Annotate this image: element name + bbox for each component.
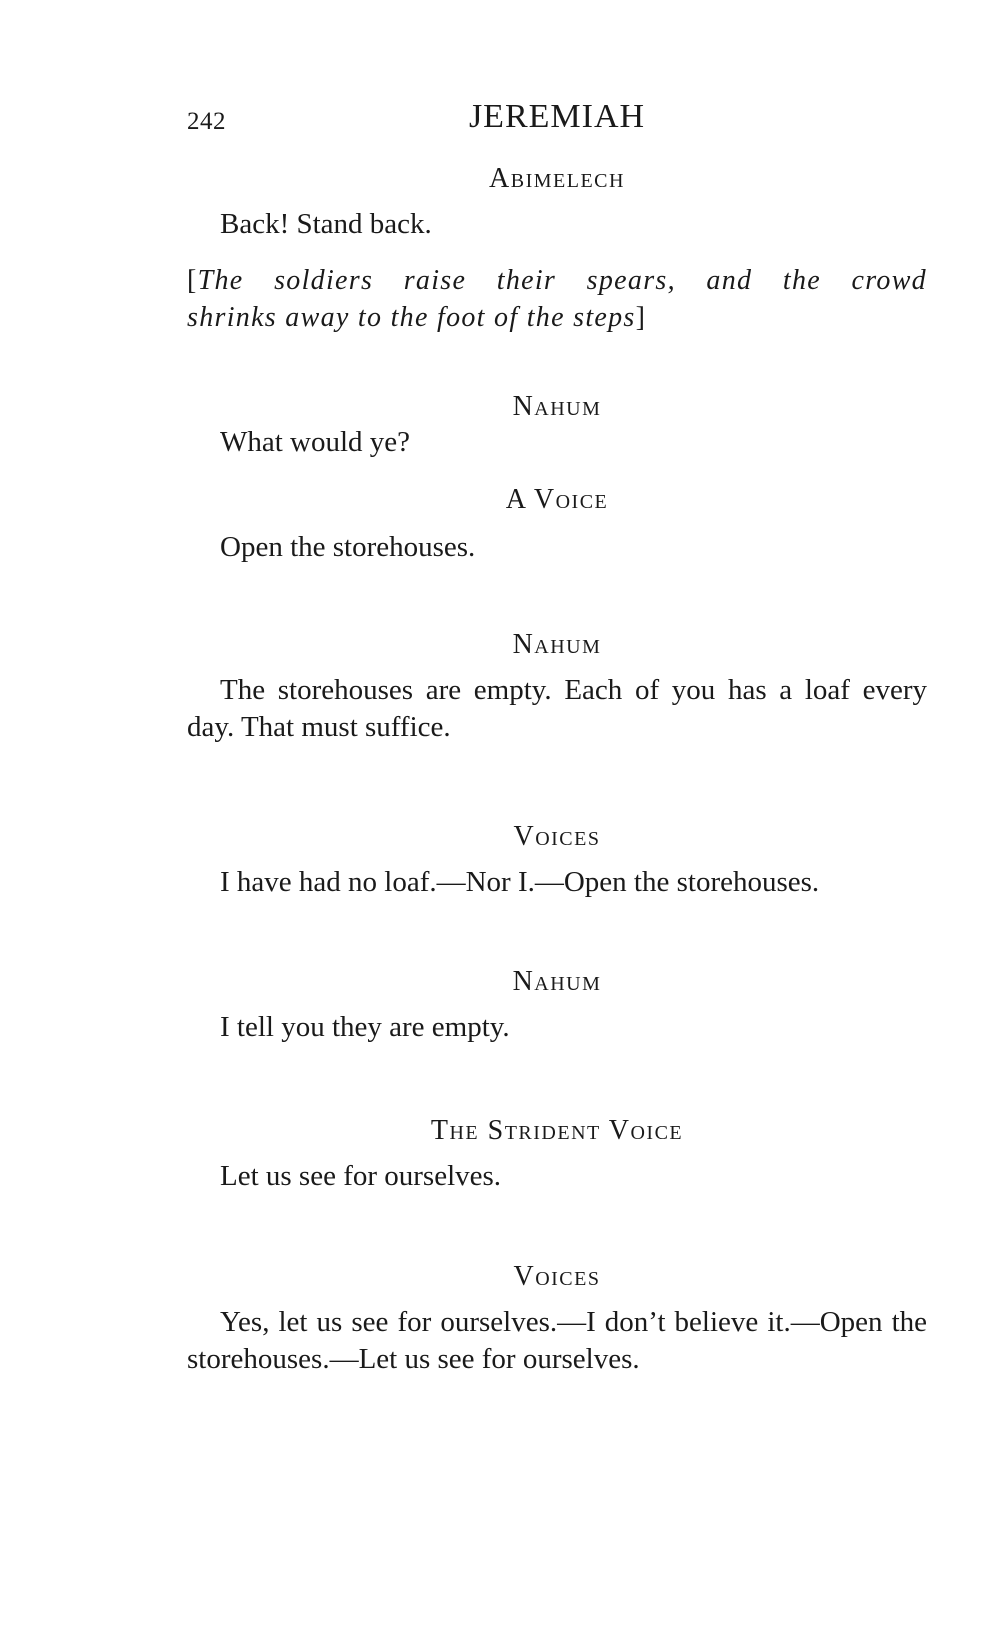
speech-text: Open the storehouses. — [220, 531, 476, 563]
speaker-name: Voices — [513, 1261, 601, 1292]
speech-text: Yes, let us see for ourselves.—I don’t believe it.—Open the storehouses.—Let us see for ourselves. — [187, 1306, 927, 1375]
stage-direction — [187, 262, 927, 336]
speech-strident-voice — [187, 1114, 927, 1195]
speech-nahum-3 — [187, 965, 927, 1046]
speech-nahum-2 — [187, 628, 927, 746]
stage-direction-line-2: shrinks away to the foot of the steps — [187, 302, 636, 333]
speech-text: The storehouses are empty. Each of you has a loaf every day. That must suffice. — [187, 674, 927, 743]
speech-text: Back! Stand back. — [220, 208, 432, 240]
speaker-name: A Voice — [505, 484, 609, 515]
running-title: JEREMIAH — [468, 98, 646, 135]
stage-direction-open-bracket: [ — [187, 265, 198, 296]
speaker-name: Nahum — [512, 629, 602, 660]
speech-text: I have had no loaf.—Nor I.—Open the storehouses. — [220, 866, 820, 898]
speech-text: What would ye? — [220, 426, 411, 458]
speaker-name: Nahum — [512, 966, 602, 997]
speech-voices-2 — [187, 1260, 927, 1378]
running-head — [187, 98, 927, 142]
speech-a-voice — [187, 483, 927, 566]
speech-abimelech — [187, 162, 927, 243]
stage-direction-close-bracket: ] — [635, 302, 647, 333]
speaker-name: The Strident Voice — [430, 1115, 684, 1146]
speech-voices-1 — [187, 820, 927, 901]
page-number: 242 — [187, 108, 226, 135]
speaker-name: Voices — [513, 821, 601, 852]
speaker-name: Nahum — [512, 391, 602, 422]
speaker-name: Abimelech — [489, 163, 625, 194]
speech-nahum-1 — [187, 390, 927, 461]
speech-text: Let us see for ourselves. — [220, 1160, 502, 1192]
stage-direction-line-1: The soldiers raise their spears, and the crowd — [197, 265, 927, 296]
speech-text: I tell you they are empty. — [220, 1011, 510, 1043]
